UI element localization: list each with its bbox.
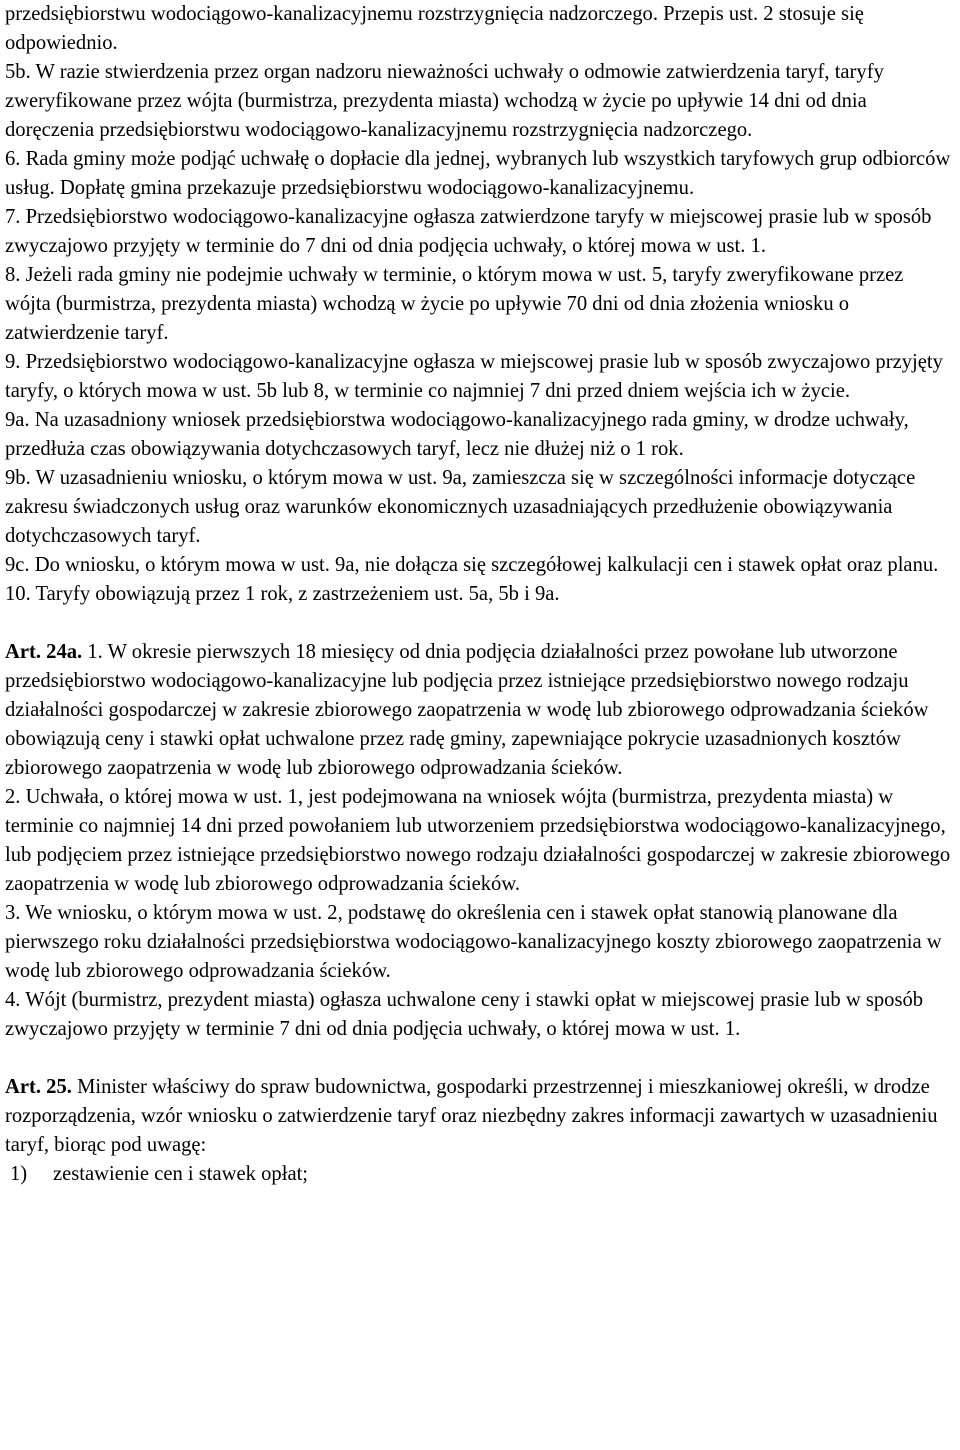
article-25-paragraph (5, 1073, 952, 1160)
article-24a-label: Art. 24a. (5, 641, 83, 663)
paragraph-9c: 9c. Do wniosku, o którym mowa w ust. 9a, nie dołącza się szczegółowej kalkulacji cen i stawek opłat oraz planu. (5, 554, 939, 576)
paragraph-6: 6. Rada gminy może podjąć uchwałę o dopłacie dla jednej, wybranych lub wszystkich taryfowych grup odbiorców usług. Dopłatę gmina przekazuje przedsiębiorstwu wodociągowo-kanalizacyjnemu. (5, 148, 951, 199)
paragraph-9b: 9b. W uzasadnieniu wniosku, o którym mowa w ust. 9a, zamieszcza się w szczególności informacje dotyczące zakresu świadczonych usług oraz warunków ekonomicznych uzasadniających przedłużenie obowiązywania dotychczasowych taryf. (5, 467, 916, 547)
list-item-number: 1) (10, 1163, 28, 1185)
article-25-label: Art. 25. (5, 1076, 72, 1098)
article-25-text: Minister właściwy do spraw budownictwa, gospodarki przestrzennej i mieszkaniowej określi, w drodze rozporządzenia, wzór wniosku o zatwierdzenie taryf oraz niezbędny zakres informacji zawartych w uzasadnieniu taryf, biorąc pod uwagę: (5, 1076, 938, 1156)
paragraph-8: 8. Jeżeli rada gminy nie podejmie uchwały w terminie, o którym mowa w ust. 5, taryfy zweryfikowane przez wójta (burmistrza, prezydenta miasta) wchodzą w życie po upływie 70 dni od dnia złożenia wniosku o zatwierdzenie taryf. (5, 264, 904, 344)
paragraph-7: 7. Przedsiębiorstwo wodociągowo-kanalizacyjne ogłasza zatwierdzone taryfy w miejscowej prasie lub w sposób zwyczajowo przyjęty w terminie do 7 dni od dnia podjęcia uchwały, o której mowa w ust. 1. (5, 206, 932, 257)
article-25 (5, 1073, 952, 1189)
article-24a-paragraph-4: 4. Wójt (burmistrz, prezydent miasta) ogłasza uchwalone ceny i stawki opłat w miejscowej prasie lub w sposób zwyczajowo przyjęty w terminie 7 dni od dnia podjęcia uchwały, o której mowa w ust. 1. (5, 989, 924, 1040)
article-24a-paragraph-2: 2. Uchwała, o której mowa w ust. 1, jest podejmowana na wniosek wójta (burmistrza, prezydenta miasta) w terminie co najmniej 14 dni przed powołaniem lub utworzeniem przedsiębiorstwa wodociągowo-kanalizacyjnego, lub podjęciem przez istniejące przedsiębiorstwo nowego rodzaju działalności gospodarczej w zakresie zbiorowego zaopatrzenia w wodę lub zbiorowego odprowadzania ścieków. (5, 786, 951, 895)
article-24a-paragraph-1 (5, 638, 952, 783)
paragraph-10: 10. Taryfy obowiązują przez 1 rok, z zastrzeżeniem ust. 5a, 5b i 9a. (5, 583, 560, 605)
paragraph-continuation: przedsiębiorstwu wodociągowo-kanalizacyjnemu rozstrzygnięcia nadzorczego. Przepis ust. 2 stosuje się odpowiednio. (5, 3, 864, 54)
paragraph-9a: 9a. Na uzasadniony wniosek przedsiębiorstwa wodociągowo-kanalizacyjnego rada gminy, w drodze uchwały, przedłuża czas obowiązywania dotychczasowych taryf, lecz nie dłużej niż o 1 rok. (5, 409, 909, 460)
list-item-text: zestawienie cen i stawek opłat; (53, 1163, 309, 1185)
paragraph-9: 9. Przedsiębiorstwo wodociągowo-kanalizacyjne ogłasza w miejscowej prasie lub w sposób zwyczajowo przyjęty taryfy, o których mowa w ust. 5b lub 8, w terminie co najmniej 7 dni przed dniem wejścia ich w życie. (5, 351, 943, 402)
list-item (5, 1160, 952, 1189)
article-24a-paragraph-3: 3. We wniosku, o którym mowa w ust. 2, podstawę do określenia cen i stawek opłat stanowią planowane dla pierwszego roku działalności przedsiębiorstwa wodociągowo-kanalizacyjnego koszty zbiorowego zaopatrzenia w wodę lub zbiorowego odprowadzania ścieków. (5, 902, 942, 982)
article-24a (5, 638, 952, 1044)
article-24a-text-1: 1. W okresie pierwszych 18 miesięcy od dnia podjęcia działalności przez powołane lub utworzone przedsiębiorstwo wodociągowo-kanalizacyjne lub podjęcia przez istniejące przedsiębiorstwo nowego rodzaju działalności gospodarczej w zakresie zbiorowego zaopatrzenia w wodę lub zbiorowego odprowadzania ścieków obowiązują ceny i stawki opłat uchwalone przez radę gminy, zapewniające pokrycie uzasadnionych kosztów zbiorowego zaopatrzenia w wodę lub zbiorowego odprowadzania ścieków. (5, 641, 929, 779)
paragraph-5b: 5b. W razie stwierdzenia przez organ nadzoru nieważności uchwały o odmowie zatwierdzenia taryf, taryfy zweryfikowane przez wójta (burmistrza, prezydenta miasta) wchodzą w życie po upływie 14 dni od dnia doręczenia przedsiębiorstwu wodociągowo-kanalizacyjnemu rozstrzygnięcia nadzorczego. (5, 61, 884, 141)
